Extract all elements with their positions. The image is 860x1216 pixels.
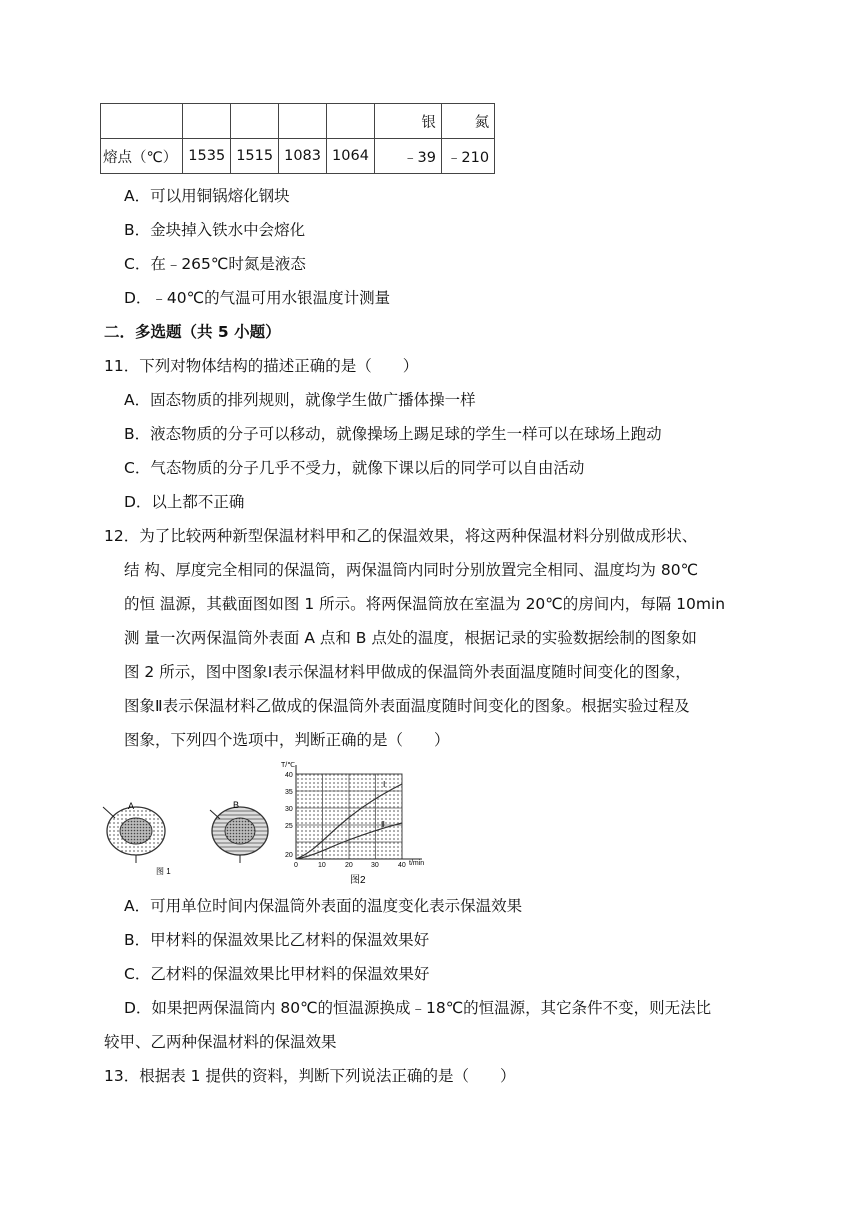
q10-option-d: D．﹣40℃的气温可用水银温度计测量 [124,289,391,307]
q12-line: 图象Ⅱ表示保温材料乙做成的保温筒外表面温度随时间变化的图象。根据实验过程及 [124,697,690,715]
q11-option-d: D．以上都不正确 [124,493,245,511]
q10-option-c: C．在﹣265℃时氮是液态 [124,255,306,273]
q11-stem: 11．下列对物体结构的描述正确的是（ ） [104,357,419,375]
q12-line: 12．为了比较两种新型保温材料甲和乙的保温效果，将这两种保温材料分别做成形状、 [104,527,698,545]
x-tick-label: 0 [294,862,298,869]
melting-point-table [100,103,495,174]
table-row [101,139,495,174]
x-tick-label: 10 [318,862,326,869]
fig2-label: 图2 [350,875,366,886]
cylinder-b-diagram [210,800,268,863]
table-cell: 1064 [327,139,375,174]
x-tick-label: 40 [398,862,406,869]
y-tick-label: 20 [285,852,293,859]
x-axis-label: t/min [409,860,425,867]
q12-line: 的恒 温源，其截面图如图 1 所示。将两保温筒放在室温为 20℃的房间内，每隔 10min [124,595,726,613]
table-cell [279,104,327,139]
table-cell: 熔点（℃） [101,139,183,174]
q12-line: 图 2 所示，图中图象Ⅰ表示保温材料甲做成的保温筒外表面温度随时间变化的图象， [124,663,691,681]
y-tick-label: 30 [285,806,293,813]
y-tick-label: 35 [285,789,293,796]
table-cell [101,104,183,139]
point-a-label: A [128,801,135,811]
x-tick-label: 30 [371,862,379,869]
q12-option-d: D．如果把两保温筒内 80℃的恒温源换成﹣18℃的恒温源，其它条件不变，则无法比 [124,999,712,1017]
fig1-label: 图 1 [156,867,171,876]
q12-line: 结 构、厚度完全相同的保温筒，两保温筒内同时分别放置完全相同、温度均为 80℃ [124,561,698,579]
q11-option-c: C．气态物质的分子几乎不受力，就像下课以后的同学可以自由活动 [124,459,585,477]
cylinder-a-diagram [103,801,165,863]
q12-figure [100,757,440,889]
table-cell: 1083 [279,139,327,174]
table-cell: 氮 [441,104,494,139]
q11-option-a: A．固态物质的排列规则，就像学生做广播体操一样 [124,391,476,409]
q11-option-b: B．液态物质的分子可以移动，就像操场上踢足球的学生一样可以在球场上跑动 [124,425,662,443]
section-title: 二．多选题（共 5 小题） [104,323,281,341]
point-b-label: B [233,800,240,810]
temperature-graph [281,762,424,886]
figure-svg [100,757,440,889]
q10-option-b: B．金块掉入铁水中会熔化 [124,221,306,239]
q12-option-c: C．乙材料的保温效果比甲材料的保温效果好 [124,965,430,983]
y-tick-label: 40 [285,772,293,779]
q12-option-d-continued: 较甲、乙两种保温材料的保温效果 [104,1033,337,1051]
curve-label: Ⅱ [381,820,385,829]
y-tick-label: 25 [285,823,293,830]
table-header-row [101,104,495,139]
q10-option-a: A．可以用铜锅熔化钢块 [124,187,290,205]
table-cell: 1535 [183,139,231,174]
table-cell [327,104,375,139]
q12-line: 测 量一次两保温筒外表面 A 点和 B 点处的温度，根据记录的实验数据绘制的图象如 [124,629,697,647]
y-axis-label: T/℃ [281,762,296,769]
table-cell: 银 [374,104,441,139]
table-cell: ﹣39 [374,139,441,174]
q13-stem: 13．根据表 1 提供的资料，判断下列说法正确的是（ ） [104,1067,516,1085]
q12-line: 图象，下列四个选项中，判断正确的是（ ） [124,731,450,749]
q12-option-a: A．可用单位时间内保温筒外表面的温度变化表示保温效果 [124,897,523,915]
table-cell: 1515 [231,139,279,174]
table-cell: ﹣210 [441,139,494,174]
table-cell [231,104,279,139]
curve-label: Ⅰ [383,780,386,789]
q12-option-b: B．甲材料的保温效果比乙材料的保温效果好 [124,931,430,949]
table-cell [183,104,231,139]
x-tick-label: 20 [345,862,353,869]
